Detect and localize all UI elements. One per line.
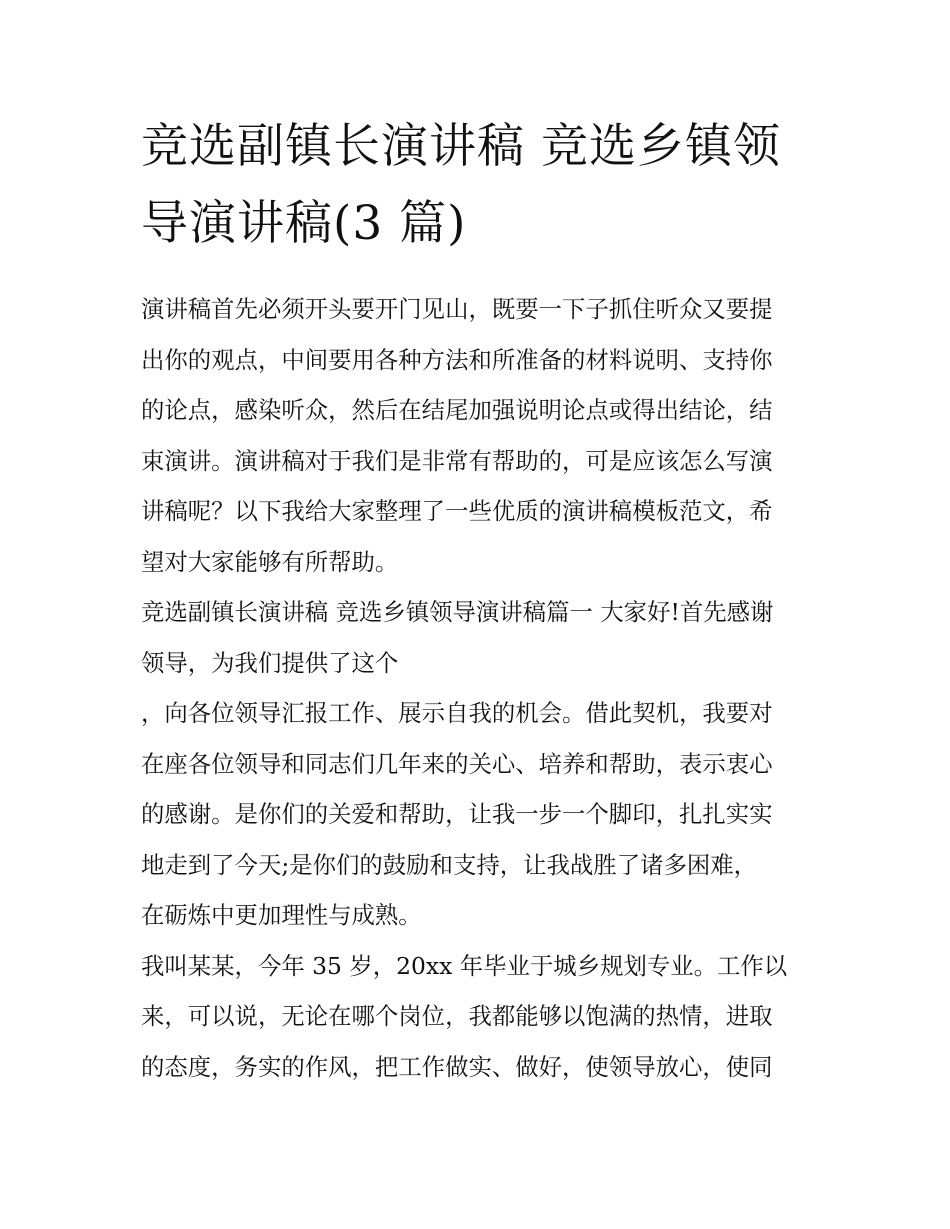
paragraph-line: 的论点，感染听众，然后在结尾加强说明论点或得出结论，结: [141, 396, 773, 424]
paragraph-line: 我叫某某，今年 35 岁，20xx 年毕业于城乡规划专业。工作以: [141, 951, 788, 980]
paragraph-line: 在砺炼中更加理性与成熟。: [141, 901, 422, 929]
paragraph-line: 来，可以说，无论在哪个岗位，我都能够以饱满的热情，进取: [141, 1002, 773, 1030]
self-introduction-paragraph: [141, 941, 813, 1093]
paragraph-line: 在座各位领导和同志们几年来的关心、培养和帮助，表示衷心: [141, 749, 773, 778]
speech-opening-paragraph: [141, 587, 813, 688]
intro-paragraph: [141, 284, 813, 587]
paragraph-line: 的态度，务实的作风，把工作做实、做好，使领导放心，使同: [141, 1052, 773, 1081]
document-page: [141, 108, 813, 1092]
document-title: [141, 108, 813, 262]
paragraph-line: ，向各位领导汇报工作、展示自我的机会。借此契机，我要对: [141, 699, 773, 727]
paragraph-line: 领导，为我们提供了这个: [141, 648, 399, 677]
paragraph-line: 望对大家能够有所帮助。: [141, 547, 399, 576]
paragraph-line: 出你的观点，中间要用各种方法和所准备的材料说明、支持你: [141, 345, 773, 374]
title-line: 竞选副镇长演讲稿 竞选乡镇领: [141, 119, 781, 174]
title-line: 导演讲稿(3 篇): [141, 196, 467, 251]
paragraph-line: 的感谢。是你们的关爱和帮助，让我一步一个脚印，扎扎实实: [141, 800, 773, 828]
paragraph-line: 竞选副镇长演讲稿 竞选乡镇领导演讲稿篇一 大家好!首先感谢: [141, 598, 774, 626]
thanks-paragraph: [141, 688, 813, 941]
paragraph-line: 演讲稿首先必须开头要开门见山，既要一下子抓住听众又要提: [141, 295, 773, 323]
paragraph-line: 地走到了今天;是你们的鼓励和支持，让我战胜了诸多困难，: [141, 850, 758, 879]
paragraph-line: 讲稿呢？以下我给大家整理了一些优质的演讲稿模板范文，希: [141, 497, 773, 525]
paragraph-line: 束演讲。演讲稿对于我们是非常有帮助的，可是应该怎么写演: [141, 446, 773, 475]
